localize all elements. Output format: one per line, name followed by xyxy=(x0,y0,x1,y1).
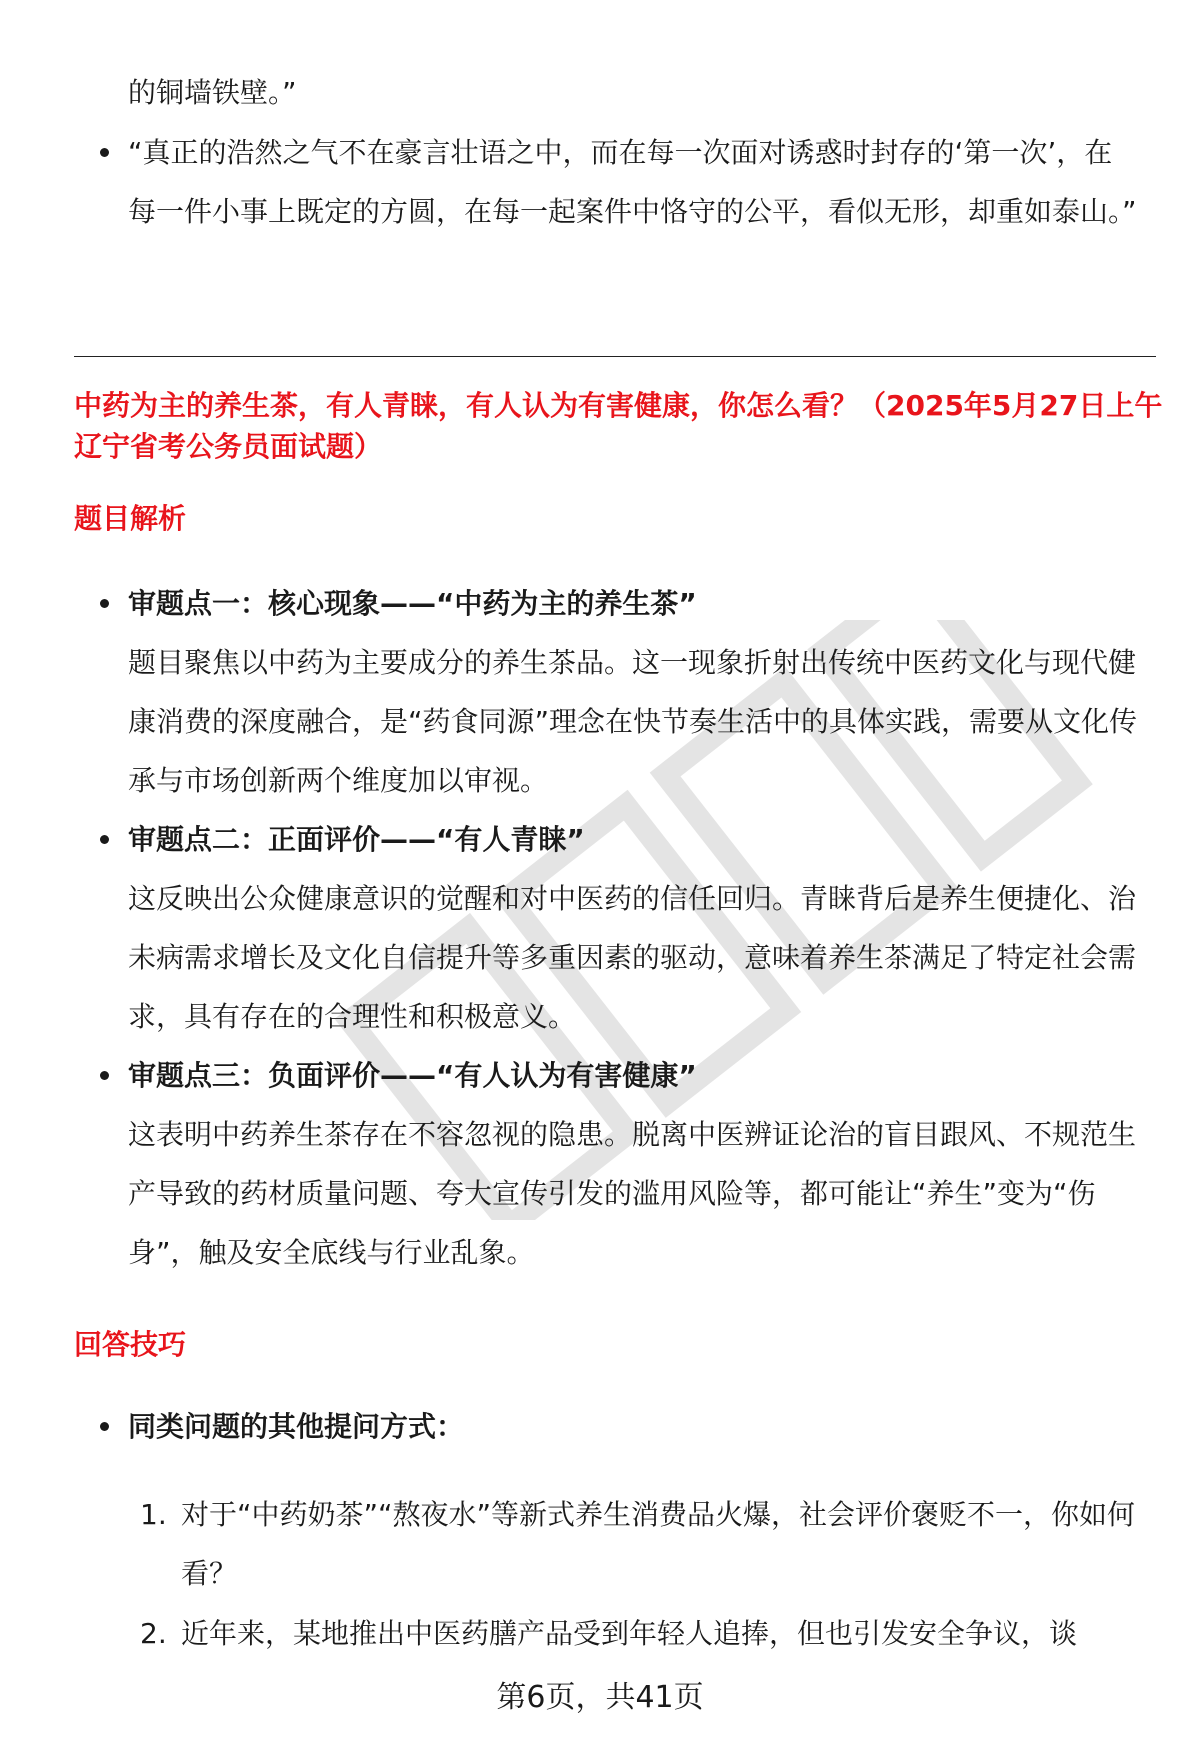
point-3-title: 审题点三：负面评价——“有人认为有害健康” xyxy=(128,1059,697,1092)
list-item-text: 近年来，某地推出中医药膳产品受到年轻人追捧，但也引发安全争议，谈 xyxy=(181,1617,1078,1650)
question-title: 中药为主的养生茶，有人青睐，有人认为有害健康，你怎么看？（2025年5月27日上午辽宁省考公务员面试题） xyxy=(74,389,1163,463)
section-divider xyxy=(74,356,1156,357)
bullet-icon xyxy=(100,148,109,157)
tips-subheading: 同类问题的其他提问方式： xyxy=(128,1410,465,1443)
point-3-body: 这表明中药养生茶存在不容忽视的隐患。脱离中医辨证论治的盲目跟风、不规范生产导致的药材质量问题、夸大宣传引发的滥用风险等，都可能让“养生”变为“伤身”，触及安全底线与行业乱象。 xyxy=(128,1118,1137,1269)
list-item-text: 对于“中药奶茶”“熬夜水”等新式养生消费品火爆，社会评价褒贬不一，你如何看？ xyxy=(181,1498,1136,1590)
tips-heading: 回答技巧 xyxy=(74,1328,187,1361)
list-item-number: 1. xyxy=(140,1498,167,1531)
point-2-body: 这反映出公众健康意识的觉醒和对中医药的信任回归。青睐背后是养生便捷化、治未病需求增长及文化自信提升等多重因素的驱动，意味着养生茶满足了特定社会需求，具有存在的合理性和积极意义。 xyxy=(128,882,1137,1033)
bullet-icon xyxy=(100,1071,109,1080)
bullet-icon xyxy=(100,835,109,844)
continuation-text: 的铜墙铁壁。” xyxy=(128,76,297,109)
page-number: 第6页，共41页 xyxy=(496,1680,704,1715)
analysis-heading: 题目解析 xyxy=(74,502,187,535)
quote-text: “真正的浩然之气不在豪言壮语之中，而在每一次面对诱惑时封存的‘第一次’，在每一件小事上既定的方圆，在每一起案件中恪守的公平，看似无形，却重如泰山。” xyxy=(128,136,1137,228)
point-1-body: 题目聚焦以中药为主要成分的养生茶品。这一现象折射出传统中医药文化与现代健康消费的深度融合，是“药食同源”理念在快节奏生活中的具体实践，需要从文化传承与市场创新两个维度加以审视。 xyxy=(128,646,1138,797)
point-1-title: 审题点一：核心现象——“中药为主的养生茶” xyxy=(128,587,697,620)
list-item-number: 2. xyxy=(140,1617,167,1650)
bullet-icon xyxy=(100,1422,109,1431)
point-2-title: 审题点二：正面评价——“有人青睐” xyxy=(128,823,585,856)
bullet-icon xyxy=(100,599,109,608)
